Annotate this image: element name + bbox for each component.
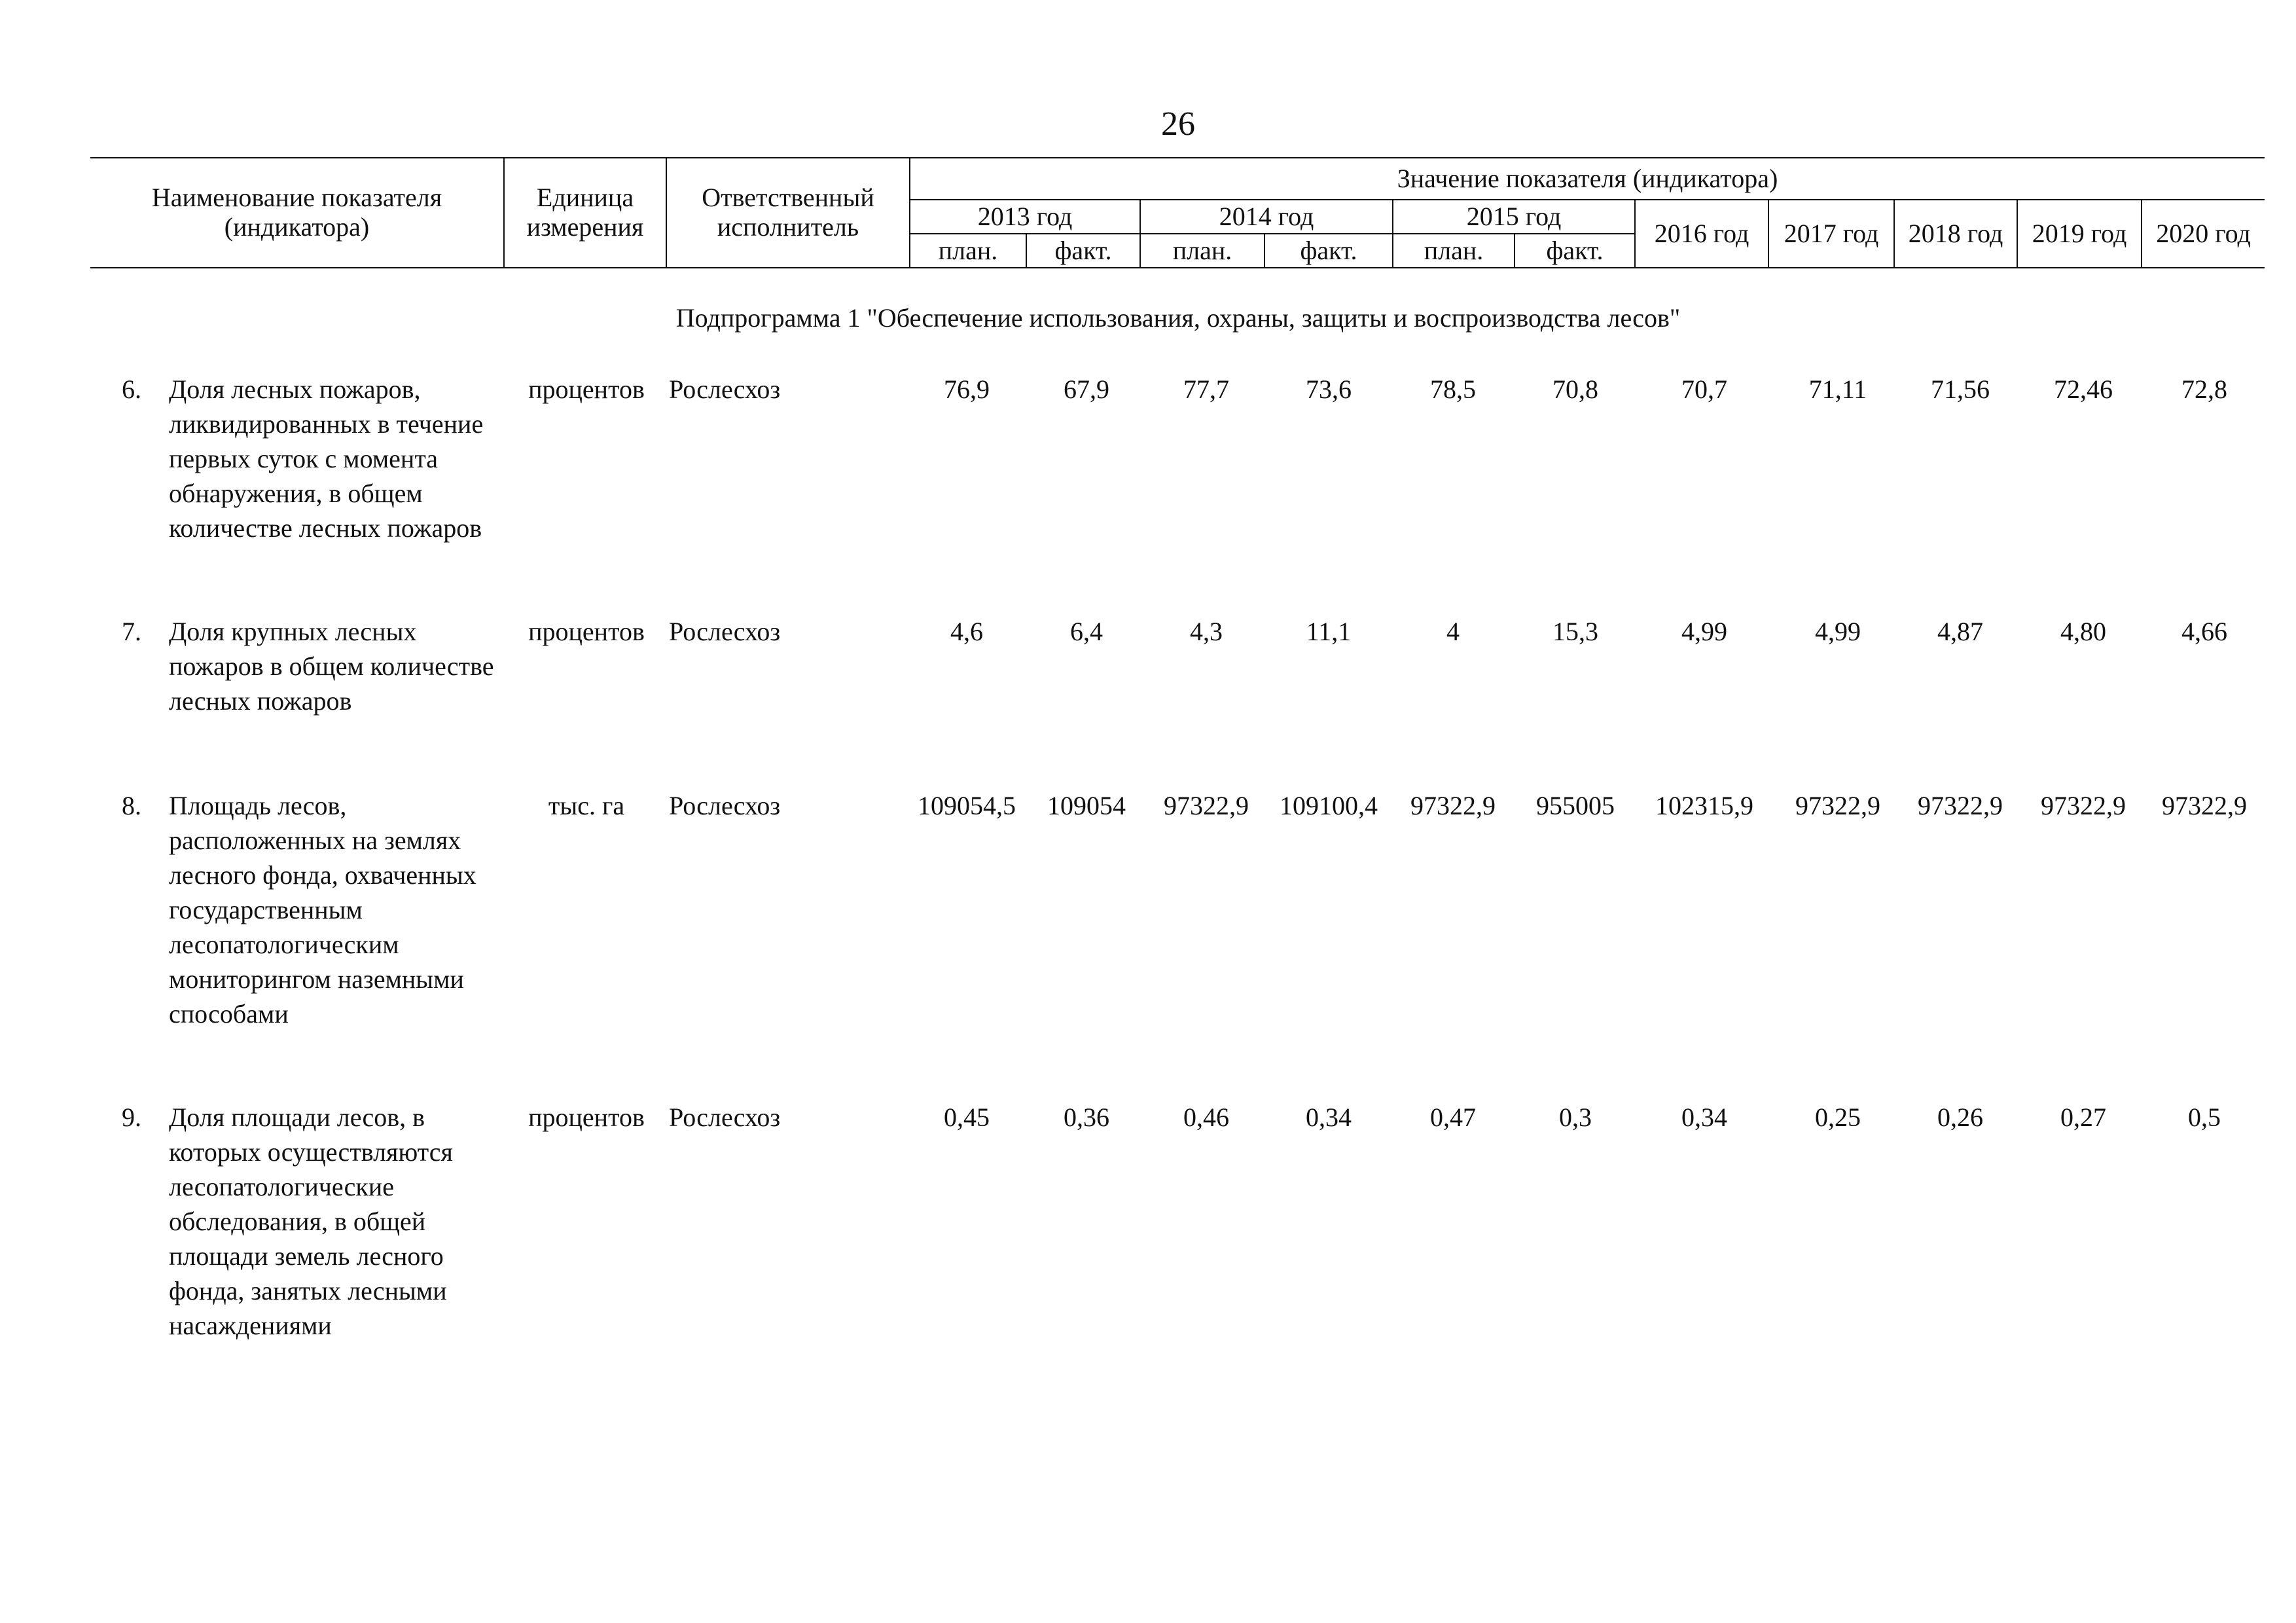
value-cell: 76,9 — [944, 374, 990, 404]
header-fact-2015: факт. — [1515, 234, 1635, 268]
value-cell: 72,46 — [2054, 374, 2113, 404]
value-cell: 0,3 — [1559, 1103, 1592, 1132]
value-cell: 97322,9 — [2041, 791, 2126, 820]
value-cell: 4,99 — [1681, 617, 1727, 646]
value-cell: 71,56 — [1931, 374, 1990, 404]
header-year-2018: 2018 год — [1894, 200, 2017, 268]
value-cell: 15,3 — [1552, 617, 1598, 646]
header-value-group: Значение показателя (индикатора) — [910, 158, 2265, 200]
value-cell: 78,5 — [1430, 374, 1476, 404]
value-cell: 97322,9 — [1795, 791, 1880, 820]
header-fact-2013: факт. — [1026, 234, 1140, 268]
header-plan-2015: план. — [1393, 234, 1515, 268]
row-number: 6. — [122, 374, 141, 404]
header-name-column: Наименование показателя (индикатора) — [90, 158, 504, 268]
value-cell: 72,8 — [2181, 374, 2227, 404]
executor-cell: Рослесхоз — [669, 791, 781, 820]
value-cell: 4,87 — [1937, 617, 1983, 646]
header-year-2014: 2014 год — [1140, 200, 1393, 234]
value-cell: 102315,9 — [1655, 791, 1753, 820]
header-plan-2014: план. — [1140, 234, 1265, 268]
indicator-name: Доля площади лесов, в которых осуществляются лесопатологические обследования, в общей площади земель лесного фонда, занятых лесными насаждениями — [169, 1103, 453, 1340]
value-cell: 109054,5 — [918, 791, 1016, 820]
value-cell: 109100,4 — [1280, 791, 1378, 820]
value-cell: 0,25 — [1815, 1103, 1861, 1132]
executor-cell: Рослесхоз — [669, 617, 781, 646]
indicator-name: Доля лесных пожаров, ликвидированных в течение первых суток с момента обнаружения, в общем количестве лесных пожаров — [169, 374, 484, 543]
value-cell: 97322,9 — [1164, 791, 1249, 820]
row-number: 8. — [122, 791, 141, 820]
value-cell: 4,6 — [950, 617, 983, 646]
header-unit-column: Единица измерения — [504, 158, 666, 268]
value-cell: 0,46 — [1183, 1103, 1229, 1132]
value-cell: 70,7 — [1681, 374, 1727, 404]
value-cell: 0,26 — [1937, 1103, 1983, 1132]
executor-cell: Рослесхоз — [669, 374, 781, 404]
value-cell: 71,11 — [1808, 374, 1867, 404]
unit-cell: процентов — [528, 1103, 645, 1132]
value-cell: 0,45 — [944, 1103, 990, 1132]
value-cell: 6,4 — [1070, 617, 1103, 646]
header-year-2016: 2016 год — [1635, 200, 1768, 268]
header-fact-2014: факт. — [1265, 234, 1393, 268]
value-cell: 4 — [1446, 617, 1460, 646]
value-cell: 0,27 — [2060, 1103, 2106, 1132]
unit-cell: процентов — [528, 617, 645, 646]
value-cell: 0,34 — [1681, 1103, 1727, 1132]
value-cell: 0,36 — [1064, 1103, 1109, 1132]
value-cell: 70,8 — [1552, 374, 1598, 404]
value-cell: 73,6 — [1306, 374, 1352, 404]
value-cell: 0,5 — [2188, 1103, 2221, 1132]
value-cell: 4,66 — [2181, 617, 2227, 646]
value-cell: 955005 — [1536, 791, 1615, 820]
value-cell: 67,9 — [1064, 374, 1109, 404]
executor-cell: Рослесхоз — [669, 1103, 781, 1132]
value-cell: 4,3 — [1190, 617, 1223, 646]
page-number: 26 — [1161, 105, 1195, 143]
indicator-name: Доля крупных лесных пожаров в общем количестве лесных пожаров — [169, 617, 494, 716]
value-cell: 97322,9 — [1918, 791, 2003, 820]
row-number: 7. — [122, 617, 141, 646]
header-year-2013: 2013 год — [910, 200, 1140, 234]
unit-cell: тыс. га — [548, 791, 625, 820]
header-plan-2013: план. — [910, 234, 1026, 268]
indicator-name: Площадь лесов, расположенных на землях лесного фонда, охваченных государственным лесопатологическим мониторингом наземными способами — [169, 791, 476, 1029]
value-cell: 11,1 — [1306, 617, 1352, 646]
header-executor-column: Ответственный исполнитель — [666, 158, 910, 268]
value-cell: 4,99 — [1815, 617, 1861, 646]
header-year-2015: 2015 год — [1393, 200, 1635, 234]
header-year-2019: 2019 год — [2017, 200, 2142, 268]
header-year-2020: 2020 год — [2142, 200, 2265, 268]
value-cell: 77,7 — [1183, 374, 1229, 404]
unit-cell: процентов — [528, 374, 645, 404]
row-number: 9. — [122, 1103, 141, 1132]
value-cell: 0,34 — [1306, 1103, 1352, 1132]
value-cell: 97322,9 — [2162, 791, 2247, 820]
value-cell: 0,47 — [1430, 1103, 1476, 1132]
value-cell: 4,80 — [2060, 617, 2106, 646]
subprogram-title: Подпрограмма 1 "Обеспечение использования, охраны, защиты и воспроизводства лесов" — [675, 303, 1681, 333]
value-cell: 109054 — [1047, 791, 1126, 820]
table-header — [90, 157, 2265, 268]
value-cell: 97322,9 — [1410, 791, 1496, 820]
header-year-2017: 2017 год — [1768, 200, 1894, 268]
